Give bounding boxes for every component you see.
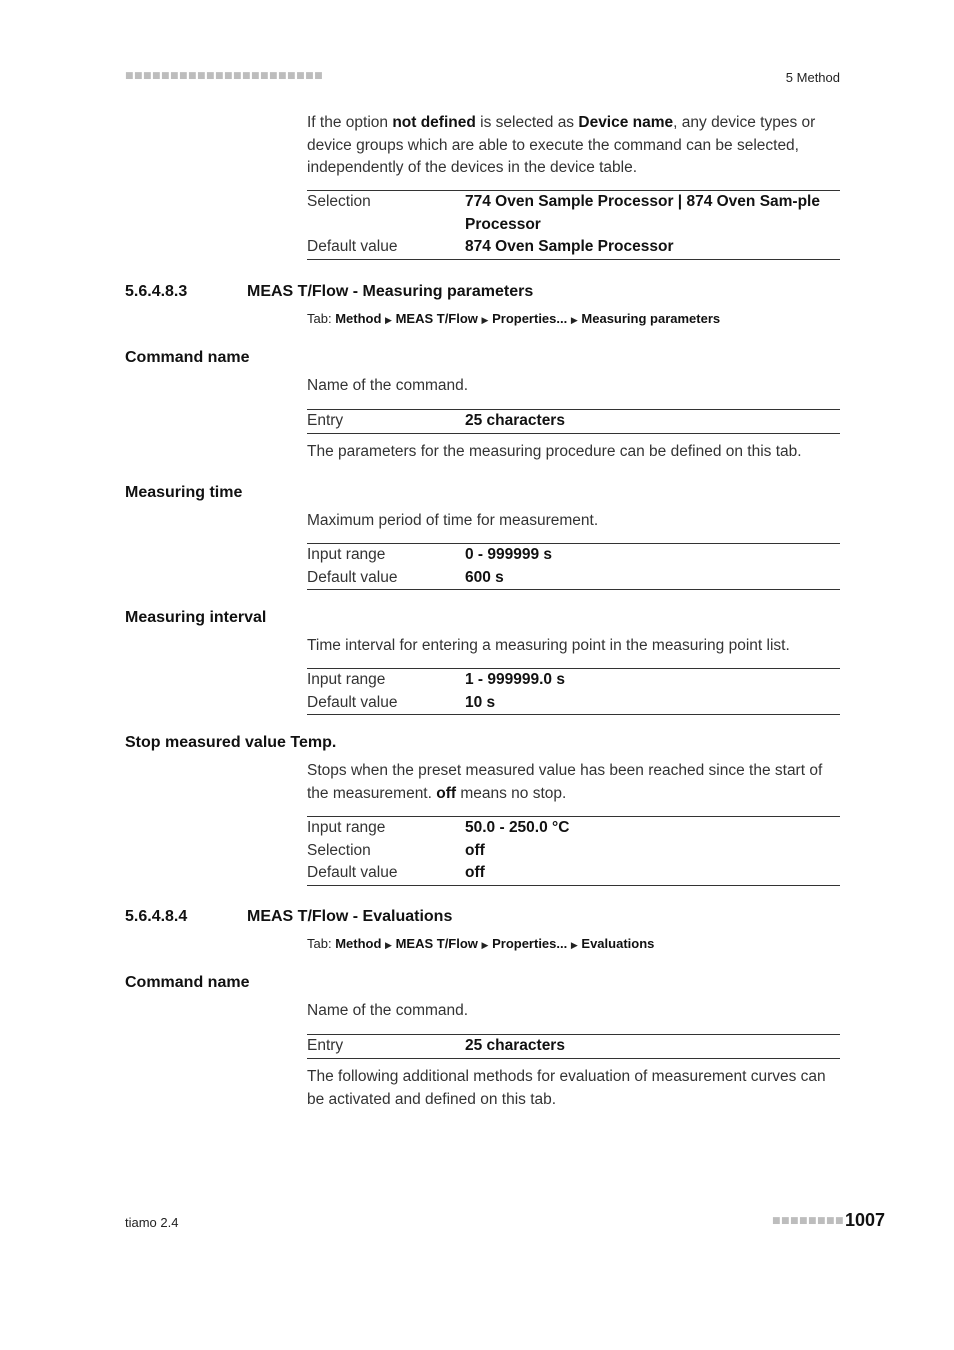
description bbox=[307, 760, 841, 805]
table-key: Selection bbox=[307, 841, 371, 859]
subheading-measuring-interval: Measuring interval bbox=[125, 609, 267, 626]
table-row bbox=[307, 862, 840, 885]
bold-run: off bbox=[436, 784, 457, 802]
table-value: 50.0 - 250.0 °C bbox=[465, 819, 570, 836]
table-value: 600 s bbox=[465, 568, 504, 586]
table-value: off bbox=[465, 841, 485, 859]
table-key: Entry bbox=[307, 1037, 344, 1054]
description: Maximum period of time for measurement. bbox=[307, 512, 599, 529]
table-key: Default value bbox=[307, 568, 398, 586]
breadcrumb-item: Properties... bbox=[492, 936, 568, 951]
table-value: 25 characters bbox=[465, 412, 565, 429]
stop-temp-table bbox=[307, 816, 840, 886]
command-name-table bbox=[307, 1034, 840, 1059]
table-row bbox=[307, 817, 840, 840]
tab-breadcrumb bbox=[307, 936, 654, 951]
chapter-title: 5 Method bbox=[785, 70, 840, 85]
page-number: 1007 bbox=[845, 1210, 886, 1230]
table-row bbox=[307, 1035, 840, 1058]
breadcrumb-item: Method bbox=[335, 936, 382, 951]
table-value: 774 Oven Sample Processor | 874 Oven Sam-ple Processor bbox=[465, 193, 820, 233]
table-value: off bbox=[465, 864, 485, 881]
table-value: 874 Oven Sample Processor bbox=[465, 238, 674, 255]
tab-breadcrumb bbox=[307, 311, 720, 326]
subheading-command-name: Command name bbox=[125, 349, 250, 366]
text-run: is selected as bbox=[475, 114, 579, 131]
breadcrumb-item: Properties... bbox=[492, 311, 568, 326]
measuring-interval-table bbox=[307, 668, 840, 715]
description: Name of the command. bbox=[307, 1002, 469, 1019]
table-row bbox=[307, 236, 840, 259]
description: The parameters for the measuring procedure can be defined on this tab. bbox=[307, 443, 802, 460]
breadcrumb-item: MEAS T/Flow bbox=[395, 936, 478, 951]
breadcrumb-item: Evaluations bbox=[581, 936, 655, 951]
table-key: Input range bbox=[307, 546, 386, 563]
section-heading bbox=[125, 908, 452, 926]
section-number: 5.6.4.8.4 bbox=[125, 908, 188, 925]
table-key: Default value bbox=[307, 693, 398, 711]
description: Name of the command. bbox=[307, 377, 469, 394]
table-row bbox=[307, 544, 840, 567]
command-name-table bbox=[307, 409, 840, 434]
bold-run: not defined bbox=[392, 114, 476, 131]
footer-decoration: ■■■■■■■■ bbox=[772, 1216, 845, 1226]
text-run: , any device types or device groups which are able to execute the command can be selected, independently of the devices in the device table. bbox=[307, 114, 816, 176]
bold-run: Device name bbox=[578, 114, 674, 131]
arrow-right-icon: ▶ bbox=[385, 940, 392, 950]
table-value: 10 s bbox=[465, 693, 496, 711]
section-number: 5.6.4.8.3 bbox=[125, 283, 188, 300]
intro-paragraph bbox=[307, 112, 841, 180]
table-key: Input range bbox=[307, 671, 386, 688]
section-title: MEAS T/Flow - Measuring parameters bbox=[247, 283, 534, 300]
subheading-stop-measured-value: Stop measured value Temp. bbox=[125, 734, 337, 751]
arrow-right-icon: ▶ bbox=[385, 315, 392, 325]
table-value: 0 - 999999 s bbox=[465, 546, 553, 563]
table-key: Entry bbox=[307, 412, 344, 429]
breadcrumb-item: MEAS T/Flow bbox=[395, 311, 478, 326]
subheading-measuring-time: Measuring time bbox=[125, 484, 243, 501]
table-key: Input range bbox=[307, 819, 386, 836]
table-key: Selection bbox=[307, 193, 371, 210]
description: Time interval for entering a measuring point in the measuring point list. bbox=[307, 637, 790, 654]
text-run: means no stop. bbox=[456, 784, 567, 802]
table-row bbox=[307, 669, 840, 692]
breadcrumb-item: Method bbox=[335, 311, 382, 326]
arrow-right-icon: ▶ bbox=[570, 315, 578, 325]
arrow-right-icon: ▶ bbox=[481, 315, 489, 325]
description: The following additional methods for evaluation of measurement curves can be activated and defined on this tab. bbox=[307, 1068, 826, 1108]
table-row bbox=[307, 692, 840, 715]
footer-product: tiamo 2.4 bbox=[125, 1215, 179, 1230]
section-heading bbox=[125, 283, 533, 301]
text-run: If the option bbox=[307, 114, 393, 131]
header-decoration: ■■■■■■■■■■■■■■■■■■■■■■ bbox=[125, 71, 324, 81]
table-row bbox=[307, 840, 840, 863]
table-value: 1 - 999999.0 s bbox=[465, 671, 565, 688]
text-run: Stops when the preset measured value has been reached since the start of the measurement. bbox=[307, 762, 823, 802]
table-row bbox=[307, 410, 840, 433]
subheading-command-name: Command name bbox=[125, 974, 250, 991]
table-value: 25 characters bbox=[465, 1037, 565, 1054]
table-row bbox=[307, 191, 840, 236]
table-key: Default value bbox=[307, 238, 398, 255]
table-row bbox=[307, 567, 840, 590]
measuring-time-table bbox=[307, 543, 840, 590]
tab-prefix: Tab: bbox=[307, 311, 336, 326]
arrow-right-icon: ▶ bbox=[570, 940, 578, 950]
section-title: MEAS T/Flow - Evaluations bbox=[247, 908, 453, 925]
tab-prefix: Tab: bbox=[307, 936, 336, 951]
table-key: Default value bbox=[307, 864, 398, 881]
device-name-table bbox=[307, 190, 840, 260]
breadcrumb-item: Measuring parameters bbox=[581, 311, 721, 326]
arrow-right-icon: ▶ bbox=[481, 940, 489, 950]
